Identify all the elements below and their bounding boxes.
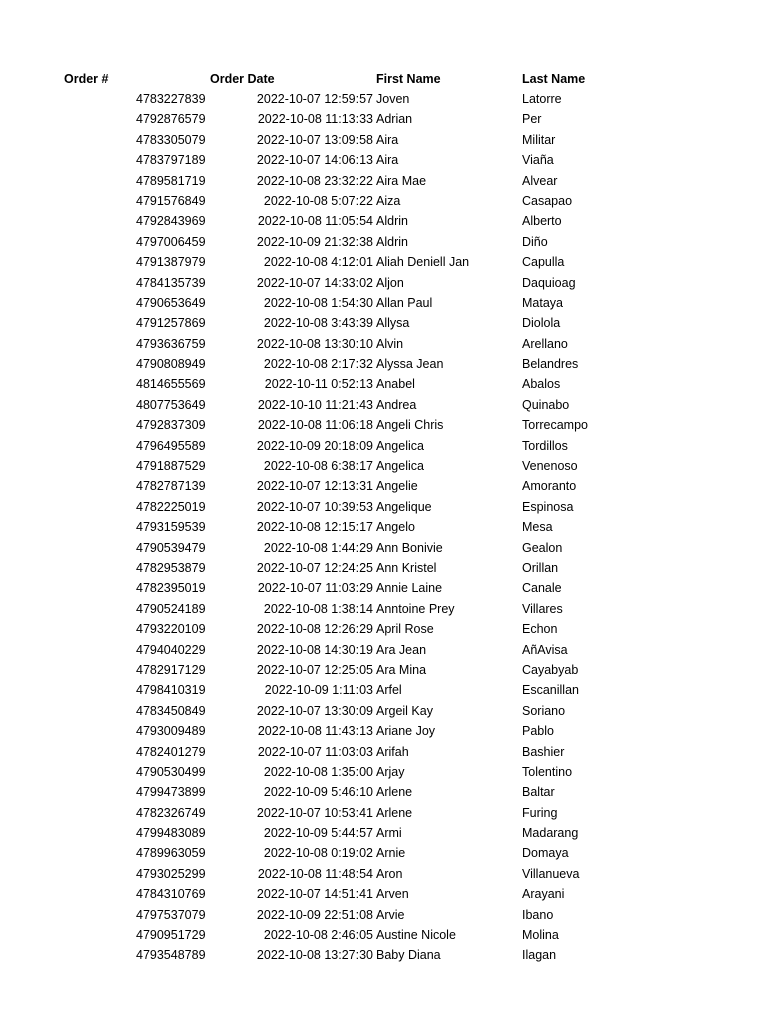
- order-number-cell: 4793009489: [136, 724, 206, 739]
- table-row: [0, 823, 768, 843]
- last-name-cell: Tordillos: [522, 438, 568, 453]
- order-number-cell: 4782225019: [136, 499, 206, 514]
- order-date-cell: 2022-10-08 3:43:39: [263, 316, 373, 331]
- first-name-cell: Angelique: [376, 499, 432, 514]
- first-name-cell: Allan Paul: [376, 295, 433, 310]
- order-date-cell: 2022-10-08 11:05:54: [257, 214, 373, 229]
- table-row: [0, 538, 768, 558]
- order-number-cell: 4792843969: [136, 214, 206, 229]
- first-name-cell: Ariane Joy: [376, 724, 436, 739]
- table-row: [0, 476, 768, 496]
- order-date-cell: 2022-10-08 23:32:22: [256, 173, 373, 188]
- table-row: [0, 599, 768, 619]
- first-name-cell: Arven: [376, 887, 409, 902]
- last-name-cell: Casapao: [522, 193, 573, 208]
- last-name-cell: Orillan: [522, 560, 559, 575]
- order-date-cell: 2022-10-09 5:44:57: [263, 826, 373, 841]
- last-name-cell: Torrecampo: [522, 418, 588, 433]
- order-date-cell: 2022-10-08 1:54:30: [263, 295, 373, 310]
- first-name-cell: April Rose: [376, 622, 434, 637]
- last-name-cell: Venenoso: [522, 459, 578, 474]
- first-name-cell: Arlene: [376, 785, 413, 800]
- order-date-cell: 2022-10-07 14:33:02: [256, 275, 373, 290]
- header-order-date: Order Date: [210, 72, 275, 86]
- last-name-cell: Pablo: [522, 724, 554, 739]
- first-name-cell: Aron: [376, 866, 403, 881]
- order-date-cell: 2022-10-08 4:12:01: [263, 255, 373, 270]
- table-row: [0, 884, 768, 904]
- order-number-cell: 4791576849: [136, 193, 206, 208]
- first-name-cell: Austine Nicole: [376, 928, 456, 943]
- order-number-cell: 4783450849: [136, 703, 206, 718]
- first-name-cell: Adrian: [376, 112, 413, 127]
- table-row: [0, 945, 768, 965]
- first-name-cell: Angelo: [376, 520, 415, 535]
- order-date-cell: 2022-10-08 13:27:30: [256, 948, 373, 963]
- order-number-cell: 4792876579: [136, 112, 206, 127]
- table-row: [0, 558, 768, 578]
- first-name-cell: Ara Mina: [376, 662, 427, 677]
- last-name-cell: Escanillan: [522, 683, 579, 698]
- first-name-cell: Arjay: [376, 764, 405, 779]
- first-name-cell: Aldrin: [376, 214, 408, 229]
- table-row: [0, 130, 768, 150]
- table-row: [0, 374, 768, 394]
- last-name-cell: Echon: [522, 622, 558, 637]
- first-name-cell: Allysa: [376, 316, 410, 331]
- last-name-cell: Amoranto: [522, 479, 577, 494]
- order-number-cell: 4799483089: [136, 826, 206, 841]
- table-row: [0, 415, 768, 435]
- order-date-cell: 2022-10-09 21:32:38: [256, 234, 373, 249]
- last-name-cell: AñAvisa: [522, 642, 568, 657]
- order-number-cell: 4798410319: [136, 683, 206, 698]
- table-row: [0, 171, 768, 191]
- order-number-cell: 4793159539: [136, 520, 206, 535]
- last-name-cell: Arayani: [522, 887, 565, 902]
- order-number-cell: 4790530499: [136, 764, 206, 779]
- order-date-cell: 2022-10-08 2:46:05: [263, 928, 373, 943]
- order-date-cell: 2022-10-07 14:06:13: [256, 153, 373, 168]
- last-name-cell: Mesa: [522, 520, 553, 535]
- last-name-cell: Bashier: [522, 744, 565, 759]
- order-number-cell: 4790951729: [136, 928, 206, 943]
- last-name-cell: Villares: [522, 601, 563, 616]
- first-name-cell: Angelie: [376, 479, 418, 494]
- last-name-cell: Viaña: [522, 153, 554, 168]
- table-row: [0, 843, 768, 863]
- order-number-cell: 4782401279: [136, 744, 206, 759]
- order-number-cell: 4797537079: [136, 907, 206, 922]
- last-name-cell: Gealon: [522, 540, 563, 555]
- order-number-cell: 4792837309: [136, 418, 206, 433]
- order-number-cell: 4783797189: [136, 153, 206, 168]
- order-number-cell: 4807753649: [136, 397, 206, 412]
- order-number-cell: 4783305079: [136, 132, 206, 147]
- order-number-cell: 4793025299: [136, 866, 206, 881]
- table-row: [0, 273, 768, 293]
- first-name-cell: Baby Diana: [376, 948, 441, 963]
- first-name-cell: Alyssa Jean: [376, 357, 444, 372]
- order-number-cell: 4793548789: [136, 948, 206, 963]
- order-date-cell: 2022-10-07 14:51:41: [256, 887, 373, 902]
- table-row: [0, 762, 768, 782]
- order-number-cell: 4793220109: [136, 622, 206, 637]
- order-number-cell: 4794040229: [136, 642, 206, 657]
- table-row: [0, 640, 768, 660]
- order-number-cell: 4799473899: [136, 785, 206, 800]
- order-number-cell: 4782326749: [136, 805, 206, 820]
- last-name-cell: Villanueva: [522, 866, 580, 881]
- first-name-cell: Arlene: [376, 805, 413, 820]
- order-number-cell: 4789581719: [136, 173, 206, 188]
- first-name-cell: Alvin: [376, 336, 404, 351]
- first-name-cell: Aliah Deniell Jan: [376, 255, 470, 270]
- order-number-cell: 4782787139: [136, 479, 206, 494]
- order-date-cell: 2022-10-08 11:13:33: [257, 112, 373, 127]
- first-name-cell: Aljon: [376, 275, 404, 290]
- order-number-cell: 4796495589: [136, 438, 206, 453]
- first-name-cell: Anntoine Prey: [376, 601, 455, 616]
- table-row: [0, 109, 768, 129]
- first-name-cell: Aldrin: [376, 234, 408, 249]
- first-name-cell: Andrea: [376, 397, 417, 412]
- table-row: [0, 150, 768, 170]
- last-name-cell: Molina: [522, 928, 559, 943]
- table-row: [0, 782, 768, 802]
- order-date-cell: 2022-10-07 13:09:58: [256, 132, 373, 147]
- header-last-name: Last Name: [522, 72, 586, 86]
- order-number-cell: 4790524189: [136, 601, 206, 616]
- first-name-cell: Angelica: [376, 459, 424, 474]
- order-date-cell: 2022-10-08 11:06:18: [257, 418, 373, 433]
- order-date-cell: 2022-10-11 0:52:13: [264, 377, 373, 392]
- table-row: [0, 578, 768, 598]
- table-row: [0, 293, 768, 313]
- order-number-cell: 4790653649: [136, 295, 206, 310]
- last-name-cell: Ilagan: [522, 948, 557, 963]
- last-name-cell: Furing: [522, 805, 558, 820]
- order-rows: [0, 89, 768, 966]
- order-date-cell: 2022-10-08 6:38:17: [263, 459, 373, 474]
- first-name-cell: Aiza: [376, 193, 401, 208]
- last-name-cell: Canale: [522, 581, 562, 596]
- order-date-cell: 2022-10-08 1:44:29: [263, 540, 373, 555]
- last-name-cell: Alberto: [522, 214, 562, 229]
- order-date-cell: 2022-10-07 10:39:53: [256, 499, 373, 514]
- order-date-cell: 2022-10-07 10:53:41: [256, 805, 373, 820]
- first-name-cell: Aira Mae: [376, 173, 427, 188]
- last-name-cell: Baltar: [522, 785, 555, 800]
- order-date-cell: 2022-10-07 12:24:25: [256, 560, 373, 575]
- first-name-cell: Aira: [376, 153, 399, 168]
- first-name-cell: Joven: [376, 92, 410, 106]
- table-row: [0, 191, 768, 211]
- last-name-cell: Domaya: [522, 846, 569, 861]
- table-row: [0, 680, 768, 700]
- last-name-cell: Mataya: [522, 295, 563, 310]
- order-number-cell: 4783227839: [136, 92, 206, 106]
- last-name-cell: Espinosa: [522, 499, 574, 514]
- table-row: [0, 619, 768, 639]
- last-name-cell: Cayabyab: [522, 662, 579, 677]
- order-date-cell: 2022-10-08 11:43:13: [257, 724, 373, 739]
- table-row: [0, 864, 768, 884]
- order-number-cell: 4791387979: [136, 255, 206, 270]
- last-name-cell: Daquioag: [522, 275, 576, 290]
- order-date-cell: 2022-10-10 11:21:43: [257, 397, 373, 412]
- first-name-cell: Ara Jean: [376, 642, 427, 657]
- last-name-cell: Madarang: [522, 826, 579, 841]
- last-name-cell: Soriano: [522, 703, 566, 718]
- first-name-cell: Arfel: [376, 683, 402, 698]
- first-name-cell: Angelica: [376, 438, 424, 453]
- order-date-cell: 2022-10-08 14:30:19: [256, 642, 373, 657]
- order-number-cell: 4784135739: [136, 275, 206, 290]
- first-name-cell: Arvie: [376, 907, 405, 922]
- last-name-cell: Ibano: [522, 907, 554, 922]
- order-number-cell: 4814655569: [136, 377, 206, 392]
- first-name-cell: Ann Kristel: [376, 560, 437, 575]
- order-date-cell: 2022-10-09 5:46:10: [263, 785, 373, 800]
- table-row: [0, 89, 768, 109]
- last-name-cell: Abalos: [522, 377, 561, 392]
- table-row: [0, 436, 768, 456]
- order-date-cell: 2022-10-08 12:26:29: [256, 622, 373, 637]
- first-name-cell: Arifah: [376, 744, 409, 759]
- last-name-cell: Diño: [522, 234, 548, 249]
- order-date-cell: 2022-10-07 11:03:29: [257, 581, 373, 596]
- first-name-cell: Arnie: [376, 846, 406, 861]
- last-name-cell: Quinabo: [522, 397, 570, 412]
- order-number-cell: 4791257869: [136, 316, 206, 331]
- table-row: [0, 803, 768, 823]
- first-name-cell: Aira: [376, 132, 399, 147]
- header-order-number: Order #: [64, 72, 109, 86]
- order-number-cell: 4782917129: [136, 662, 206, 677]
- order-number-cell: 4791887529: [136, 459, 206, 474]
- order-date-cell: 2022-10-07 12:25:05: [256, 662, 373, 677]
- last-name-cell: Militar: [522, 132, 556, 147]
- order-number-cell: 4790539479: [136, 540, 206, 555]
- first-name-cell: Armi: [376, 826, 402, 841]
- order-date-cell: 2022-10-08 1:38:14: [263, 601, 373, 616]
- header-first-name: First Name: [376, 72, 441, 86]
- last-name-cell: Capulla: [522, 255, 565, 270]
- last-name-cell: Alvear: [522, 173, 558, 188]
- table-row: [0, 925, 768, 945]
- table-row: [0, 456, 768, 476]
- order-number-cell: 4797006459: [136, 234, 206, 249]
- table-row: [0, 660, 768, 680]
- last-name-cell: Per: [522, 112, 542, 127]
- first-name-cell: Anabel: [376, 377, 415, 392]
- table-row: [0, 252, 768, 272]
- last-name-cell: Latorre: [522, 92, 562, 106]
- order-date-cell: 2022-10-07 11:03:03: [257, 744, 373, 759]
- first-name-cell: Annie Laine: [376, 581, 443, 596]
- order-date-cell: 2022-10-08 11:48:54: [257, 866, 373, 881]
- order-number-cell: 4782395019: [136, 581, 206, 596]
- table-row: [0, 905, 768, 925]
- table-row: [0, 395, 768, 415]
- order-number-cell: 4784310769: [136, 887, 206, 902]
- table-row: [0, 313, 768, 333]
- order-date-cell: 2022-10-08 13:30:10: [256, 336, 373, 351]
- order-date-cell: 2022-10-09 20:18:09: [256, 438, 373, 453]
- order-date-cell: 2022-10-07 12:59:57: [256, 92, 373, 106]
- order-date-cell: 2022-10-09 1:11:03: [264, 683, 373, 698]
- first-name-cell: Argeil Kay: [376, 703, 433, 718]
- order-date-cell: 2022-10-08 12:15:17: [256, 520, 373, 535]
- first-name-cell: Ann Bonivie: [376, 540, 443, 555]
- last-name-cell: Belandres: [522, 357, 579, 372]
- table-row: [0, 334, 768, 354]
- order-date-cell: 2022-10-09 22:51:08: [256, 907, 373, 922]
- table-row: [0, 517, 768, 537]
- order-number-cell: 4782953879: [136, 560, 206, 575]
- first-name-cell: Angeli Chris: [376, 418, 444, 433]
- order-date-cell: 2022-10-07 12:13:31: [256, 479, 373, 494]
- table-row: [0, 721, 768, 741]
- order-number-cell: 4789963059: [136, 846, 206, 861]
- order-number-cell: 4790808949: [136, 357, 206, 372]
- last-name-cell: Tolentino: [522, 764, 573, 779]
- order-date-cell: 2022-10-08 1:35:00: [263, 764, 373, 779]
- table-row: [0, 211, 768, 231]
- last-name-cell: Diolola: [522, 316, 561, 331]
- table-row: [0, 497, 768, 517]
- last-name-cell: Arellano: [522, 336, 568, 351]
- order-date-cell: 2022-10-08 2:17:32: [263, 357, 373, 372]
- order-date-cell: 2022-10-08 0:19:02: [263, 846, 373, 861]
- order-number-cell: 4793636759: [136, 336, 206, 351]
- table-row: [0, 232, 768, 252]
- table-row: [0, 742, 768, 762]
- order-date-cell: 2022-10-08 5:07:22: [263, 193, 373, 208]
- table-row: [0, 354, 768, 374]
- order-date-cell: 2022-10-07 13:30:09: [256, 703, 373, 718]
- table-row: [0, 701, 768, 721]
